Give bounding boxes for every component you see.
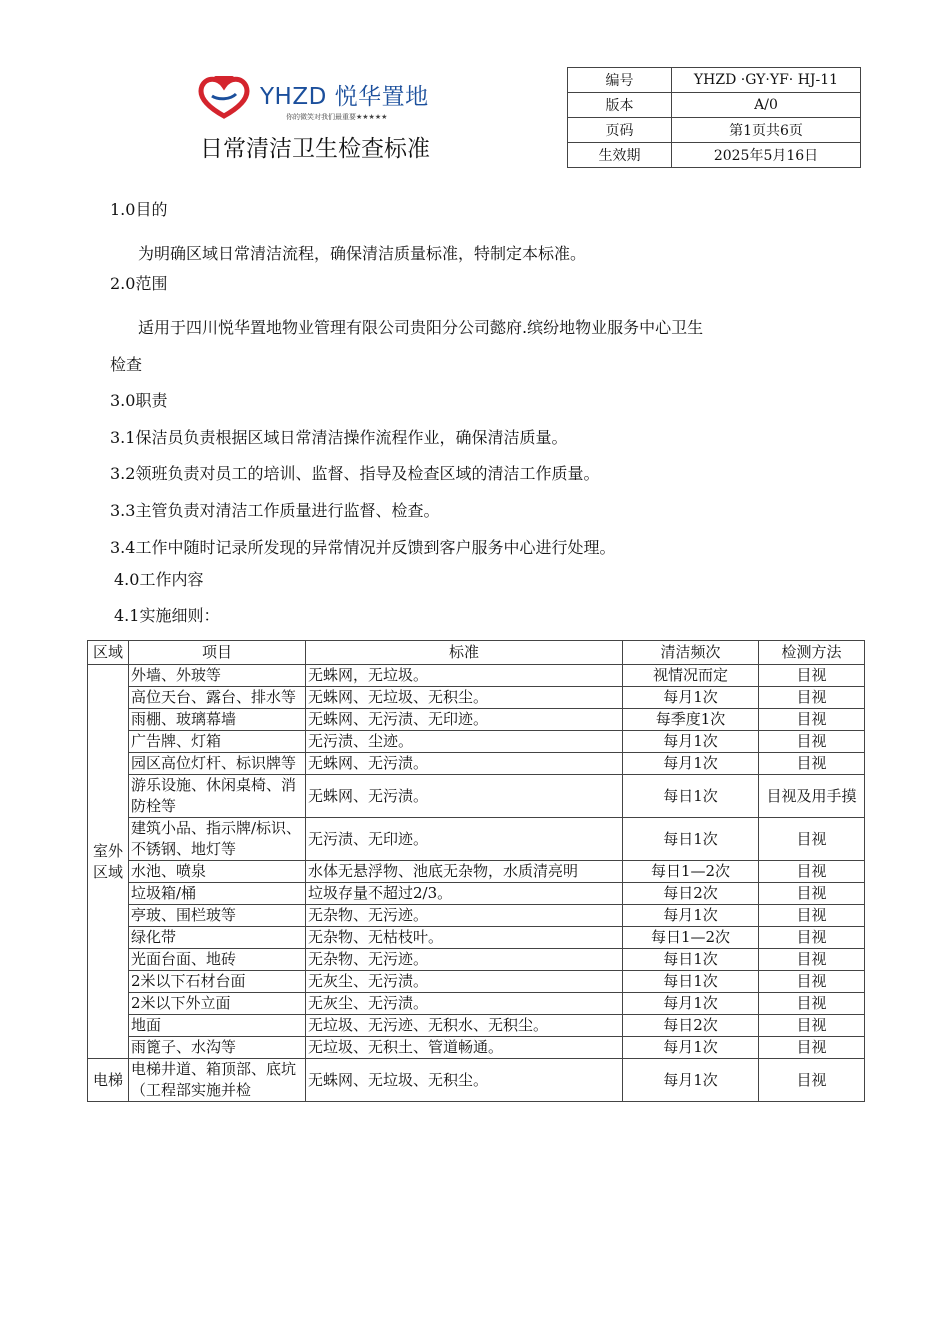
table-row bbox=[88, 883, 865, 905]
table-row bbox=[88, 905, 865, 927]
method-cell: 目视 bbox=[759, 861, 865, 883]
item-cell: 2米以下石材台面 bbox=[129, 971, 306, 993]
method-cell: 目视 bbox=[759, 971, 865, 993]
frequency-cell: 每月1次 bbox=[623, 731, 759, 753]
paragraph: 3.3主管负责对清洁工作质量进行监督、检查。 bbox=[110, 501, 440, 520]
standard-cell: 无杂物、无枯枝叶。 bbox=[306, 927, 623, 949]
item-cell: 2米以下外立面 bbox=[129, 993, 306, 1015]
table-row bbox=[88, 665, 865, 687]
standard-cell: 无蛛网、无污渍。 bbox=[306, 753, 623, 775]
item-cell: 外墙、外玻等 bbox=[129, 665, 306, 687]
frequency-cell: 每日1次 bbox=[623, 949, 759, 971]
item-cell: 电梯井道、箱顶部、底坑（工程部实施并检 bbox=[129, 1059, 306, 1102]
frequency-cell: 每日1—2次 bbox=[623, 927, 759, 949]
method-cell: 目视 bbox=[759, 883, 865, 905]
paragraph: 为明确区域日常清洁流程，确保清洁质量标准，特制定本标准。 bbox=[138, 244, 587, 263]
item-cell: 亭玻、围栏玻等 bbox=[129, 905, 306, 927]
standard-cell: 无蛛网、无垃圾、无积尘。 bbox=[306, 1059, 623, 1102]
table-row bbox=[568, 118, 861, 143]
meta-label: 版本 bbox=[568, 93, 672, 118]
item-cell: 雨篦子、水沟等 bbox=[129, 1037, 306, 1059]
method-cell: 目视 bbox=[759, 1015, 865, 1037]
table-row bbox=[88, 709, 865, 731]
standard-cell: 无灰尘、无污渍。 bbox=[306, 993, 623, 1015]
frequency-cell: 每日1—2次 bbox=[623, 861, 759, 883]
standard-cell: 垃圾存量不超过2/3。 bbox=[306, 883, 623, 905]
method-cell: 目视 bbox=[759, 818, 865, 861]
column-header: 清洁频次 bbox=[623, 641, 759, 665]
meta-label: 生效期 bbox=[568, 143, 672, 168]
table-row bbox=[88, 1059, 865, 1102]
paragraph: 3.2领班负责对员工的培训、监督、指导及检查区域的清洁工作质量。 bbox=[110, 464, 600, 483]
frequency-cell: 每月1次 bbox=[623, 687, 759, 709]
method-cell: 目视 bbox=[759, 753, 865, 775]
standard-cell: 无蛛网、无污渍。 bbox=[306, 775, 623, 818]
method-cell: 目视 bbox=[759, 905, 865, 927]
standard-cell: 无蛛网，无垃圾。 bbox=[306, 665, 623, 687]
method-cell: 目视 bbox=[759, 665, 865, 687]
logo-text: YHZD 悦华置地 bbox=[260, 84, 429, 110]
standard-cell: 无杂物、无污迹。 bbox=[306, 949, 623, 971]
table-header-row bbox=[88, 641, 865, 665]
item-cell: 游乐设施、休闲桌椅、消防栓等 bbox=[129, 775, 306, 818]
section-heading: 1.0目的 bbox=[110, 200, 168, 219]
item-cell: 广告牌、灯箱 bbox=[129, 731, 306, 753]
item-cell: 雨棚、玻璃幕墙 bbox=[129, 709, 306, 731]
method-cell: 目视 bbox=[759, 949, 865, 971]
item-cell: 高位天台、露台、排水等 bbox=[129, 687, 306, 709]
column-header: 标准 bbox=[306, 641, 623, 665]
table-row bbox=[568, 143, 861, 168]
frequency-cell: 视情况而定 bbox=[623, 665, 759, 687]
standard-cell: 无杂物、无污迹。 bbox=[306, 905, 623, 927]
frequency-cell: 每月1次 bbox=[623, 1059, 759, 1102]
section-heading: 4.0工作内容 bbox=[114, 570, 204, 589]
meta-value: 第1页共6页 bbox=[672, 118, 861, 143]
paragraph: 适用于四川悦华置地物业管理有限公司贵阳分公司懿府.缤纷地物业服务中心卫生 bbox=[138, 318, 704, 337]
heart-logo-icon bbox=[196, 74, 252, 120]
standard-cell: 无污渍、无印迹。 bbox=[306, 818, 623, 861]
table-row bbox=[88, 687, 865, 709]
frequency-cell: 每季度1次 bbox=[623, 709, 759, 731]
area-cell: 电梯 bbox=[88, 1059, 129, 1102]
table-row bbox=[88, 775, 865, 818]
frequency-cell: 每日1次 bbox=[623, 971, 759, 993]
frequency-cell: 每日1次 bbox=[623, 775, 759, 818]
item-cell: 建筑小品、指示牌/标识、不锈钢、地灯等 bbox=[129, 818, 306, 861]
method-cell: 目视 bbox=[759, 731, 865, 753]
area-cell: 室外区域 bbox=[88, 665, 129, 1059]
frequency-cell: 每日1次 bbox=[623, 818, 759, 861]
table-row bbox=[88, 971, 865, 993]
meta-value: 2025年5月16日 bbox=[672, 143, 861, 168]
frequency-cell: 每月1次 bbox=[623, 905, 759, 927]
table-row bbox=[568, 68, 861, 93]
page-title: 日常清洁卫生检查标准 bbox=[200, 136, 430, 162]
table-row bbox=[88, 1037, 865, 1059]
method-cell: 目视 bbox=[759, 927, 865, 949]
method-cell: 目视 bbox=[759, 1059, 865, 1102]
frequency-cell: 每日2次 bbox=[623, 1015, 759, 1037]
standard-cell: 无垃圾、无污迹、无积水、无积尘。 bbox=[306, 1015, 623, 1037]
table-row bbox=[568, 93, 861, 118]
standard-cell: 无垃圾、无积土、管道畅通。 bbox=[306, 1037, 623, 1059]
standard-cell: 无灰尘、无污渍。 bbox=[306, 971, 623, 993]
frequency-cell: 每日2次 bbox=[623, 883, 759, 905]
paragraph: 3.4工作中随时记录所发现的异常情况并反馈到客户服务中心进行处理。 bbox=[110, 538, 616, 557]
frequency-cell: 每月1次 bbox=[623, 1037, 759, 1059]
item-cell: 垃圾箱/桶 bbox=[129, 883, 306, 905]
table-row bbox=[88, 949, 865, 971]
paragraph: 检查 bbox=[110, 355, 143, 374]
item-cell: 光面台面、地砖 bbox=[129, 949, 306, 971]
method-cell: 目视 bbox=[759, 709, 865, 731]
section-heading: 3.0职责 bbox=[110, 391, 168, 410]
meta-value: YHZD ·GY·YF· HJ-11 bbox=[672, 68, 861, 93]
item-cell: 水池、喷泉 bbox=[129, 861, 306, 883]
column-header: 区域 bbox=[88, 641, 129, 665]
method-cell: 目视 bbox=[759, 1037, 865, 1059]
standard-cell: 水体无悬浮物、池底无杂物，水质清亮明 bbox=[306, 861, 623, 883]
table-row bbox=[88, 753, 865, 775]
method-cell: 目视 bbox=[759, 687, 865, 709]
standard-cell: 无蛛网、无垃圾、无积尘。 bbox=[306, 687, 623, 709]
cleaning-standard-table bbox=[87, 640, 865, 1102]
standard-cell: 无蛛网、无污渍、无印迹。 bbox=[306, 709, 623, 731]
table-row bbox=[88, 861, 865, 883]
item-cell: 地面 bbox=[129, 1015, 306, 1037]
logo-tagline: 你的微笑对我们最重要★★★★★ bbox=[286, 113, 388, 121]
column-header: 项目 bbox=[129, 641, 306, 665]
table-row bbox=[88, 993, 865, 1015]
section-heading: 2.0范围 bbox=[110, 274, 168, 293]
document-info-table bbox=[567, 67, 861, 168]
section-heading: 4.1实施细则： bbox=[114, 606, 220, 625]
table-row bbox=[88, 927, 865, 949]
frequency-cell: 每月1次 bbox=[623, 993, 759, 1015]
table-row bbox=[88, 818, 865, 861]
item-cell: 绿化带 bbox=[129, 927, 306, 949]
item-cell: 园区高位灯杆、标识牌等 bbox=[129, 753, 306, 775]
paragraph: 3.1保洁员负责根据区域日常清洁操作流程作业，确保清洁质量。 bbox=[110, 428, 568, 447]
meta-value: A/0 bbox=[672, 93, 861, 118]
company-logo bbox=[196, 68, 446, 124]
standard-cell: 无污渍、尘迹。 bbox=[306, 731, 623, 753]
table-row bbox=[88, 731, 865, 753]
meta-label: 页码 bbox=[568, 118, 672, 143]
method-cell: 目视及用手摸 bbox=[759, 775, 865, 818]
frequency-cell: 每月1次 bbox=[623, 753, 759, 775]
column-header: 检测方法 bbox=[759, 641, 865, 665]
meta-label: 编号 bbox=[568, 68, 672, 93]
table-row bbox=[88, 1015, 865, 1037]
method-cell: 目视 bbox=[759, 993, 865, 1015]
